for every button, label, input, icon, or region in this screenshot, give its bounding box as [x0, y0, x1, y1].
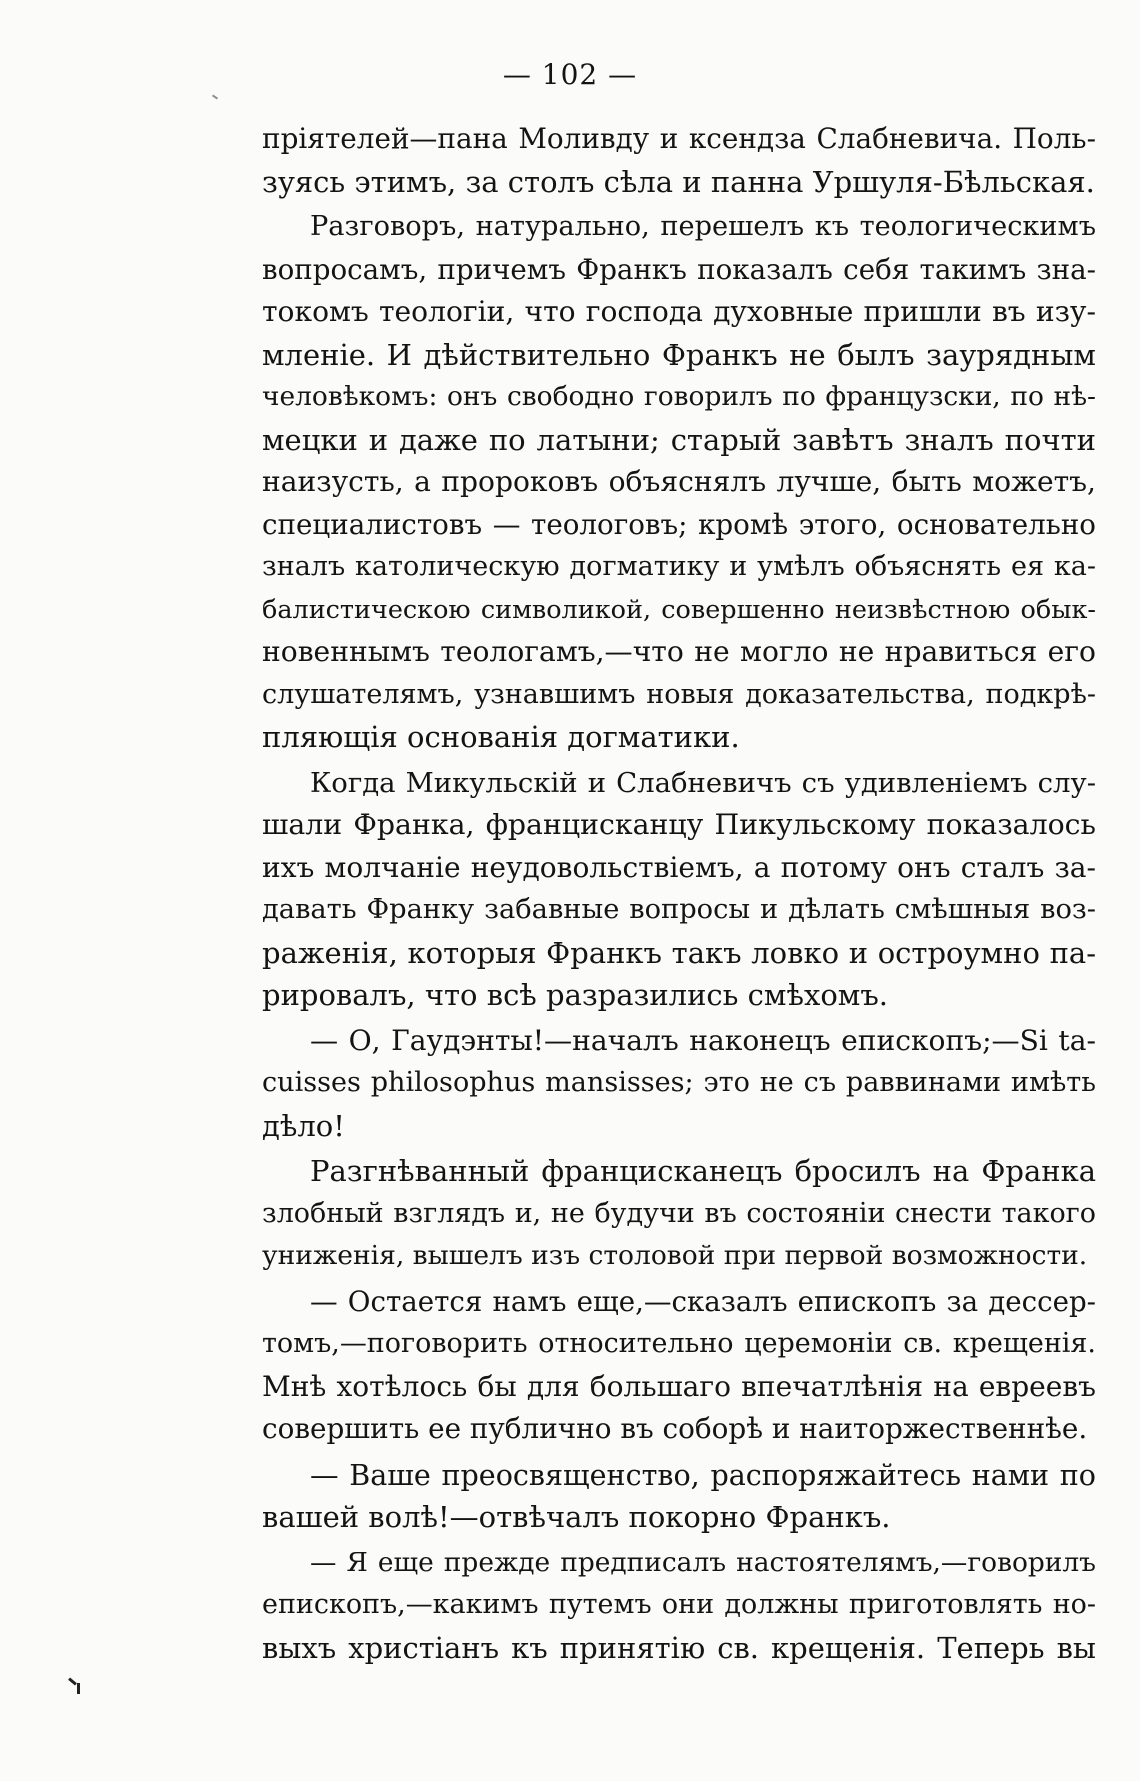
- stray-mark: [68, 1677, 77, 1685]
- text-line: вопросамъ, причемъ Франкъ показалъ себя такимъ зна-: [262, 252, 1096, 286]
- text-line: зналъ католическую догматику и умѣлъ объяснять ея ка-: [262, 551, 1096, 582]
- page-number: — 102 —: [502, 58, 638, 91]
- text-line: наизусть, а пророковъ объяснялъ лучше, быть можетъ,: [262, 465, 1096, 498]
- text-line: ихъ молчаніе неудовольствіемъ, а потому онъ сталъ за-: [262, 850, 1096, 884]
- text-line: — Ваше преосвященство, распоряжайтесь нами по: [310, 1457, 1096, 1492]
- text-line: токомъ теологіи, что господа духовные пришли въ изу-: [262, 295, 1096, 328]
- text-line: Разгнѣванный францисканецъ бросилъ на Франка: [310, 1154, 1096, 1188]
- text-line: вашей волѣ!—отвѣчалъ покорно Франкъ.: [262, 1500, 891, 1534]
- stray-mark: [77, 1683, 80, 1694]
- stray-mark: [212, 94, 218, 99]
- text-line: cuisses philosophus mansisses; это не съ раввинами имѣть: [262, 1067, 1096, 1098]
- paragraph: [262, 1281, 1096, 1451]
- paragraph: [262, 118, 1096, 203]
- text-line: злобный взглядъ и, не будучи въ состояніи снести такого: [262, 1197, 1096, 1229]
- text-line: униженія, вышелъ изъ столовой при первой возможности.: [262, 1240, 1088, 1271]
- paragraph: [262, 1454, 1096, 1539]
- text-line: специалистовъ — теологовъ; кромѣ этого, основательно: [262, 507, 1096, 541]
- text-line: совершить ее публично въ соборѣ и наиторжественнѣе.: [262, 1412, 1088, 1445]
- paragraph: [262, 1020, 1096, 1148]
- text-line: — Остается намъ еще,—сказалъ епископъ за дессер-: [310, 1284, 1096, 1318]
- text-line: новеннымъ теологамъ,—что не могло не нравиться его: [262, 635, 1096, 668]
- text-line: рировалъ, что всѣ разразились смѣхомъ.: [262, 978, 889, 1012]
- text-line: дѣло!: [262, 1108, 345, 1143]
- text-line: томъ,—поговорить относительно церемоніи св. крещенія.: [262, 1328, 1096, 1359]
- text-line: раженія, которыя Франкъ такъ ловко и остроумно па-: [262, 935, 1096, 970]
- text-line: слушателямъ, узнавшимъ новыя доказательства, подкрѣ-: [262, 678, 1096, 710]
- text-line: Мнѣ хотѣлось бы для большаго впечатлѣнія на евреевъ: [262, 1369, 1096, 1403]
- text-line: зуясь этимъ, за столъ сѣла и панна Уршуля-Бѣльская.: [262, 164, 1095, 199]
- text-line: давать Франку забавные вопросы и дѣлать смѣшныя воз-: [262, 894, 1096, 925]
- text-line: пляющія основанія догматики.: [262, 720, 740, 754]
- text-line: мленіе. И дѣйствительно Франкъ не былъ заурядным: [262, 337, 1096, 372]
- text-line: человѣкомъ: онъ свободно говорилъ по французски, по нѣ-: [262, 381, 1096, 412]
- paragraph: [262, 1150, 1096, 1278]
- text-line: — О, Гаудэнты!—началъ наконецъ епископъ;—Si ta-: [310, 1023, 1096, 1057]
- text-line: Когда Микульскій и Слабневичъ съ удивленіемъ слу-: [310, 766, 1096, 799]
- text-line: балистическою символикой, совершенно неизвѣстною обык-: [262, 594, 1096, 625]
- text-line: пріятелей—пана Моливду и ксендза Слабневича. Поль-: [262, 122, 1096, 155]
- paragraph: [262, 206, 1096, 759]
- text-line: — Я еще прежде предписалъ настоятелямъ,—говорилъ: [310, 1546, 1096, 1578]
- text-line: выхъ христіанъ къ принятію св. крещенія. Теперь вы: [262, 1630, 1096, 1665]
- paragraph: [262, 1542, 1096, 1670]
- text-line: епископъ,—какимъ путемъ они должны приготовлять но-: [262, 1589, 1096, 1620]
- text-line: Разговоръ, натурально, перешелъ къ теологическимъ: [310, 211, 1096, 242]
- text-line: шали Франка, францисканцу Пикульскому показалось: [262, 808, 1096, 841]
- body-text: [262, 118, 1096, 1672]
- paragraph: [262, 762, 1096, 1017]
- text-line: мецки и даже по латыни; старый завѣтъ зналъ почти: [262, 422, 1096, 457]
